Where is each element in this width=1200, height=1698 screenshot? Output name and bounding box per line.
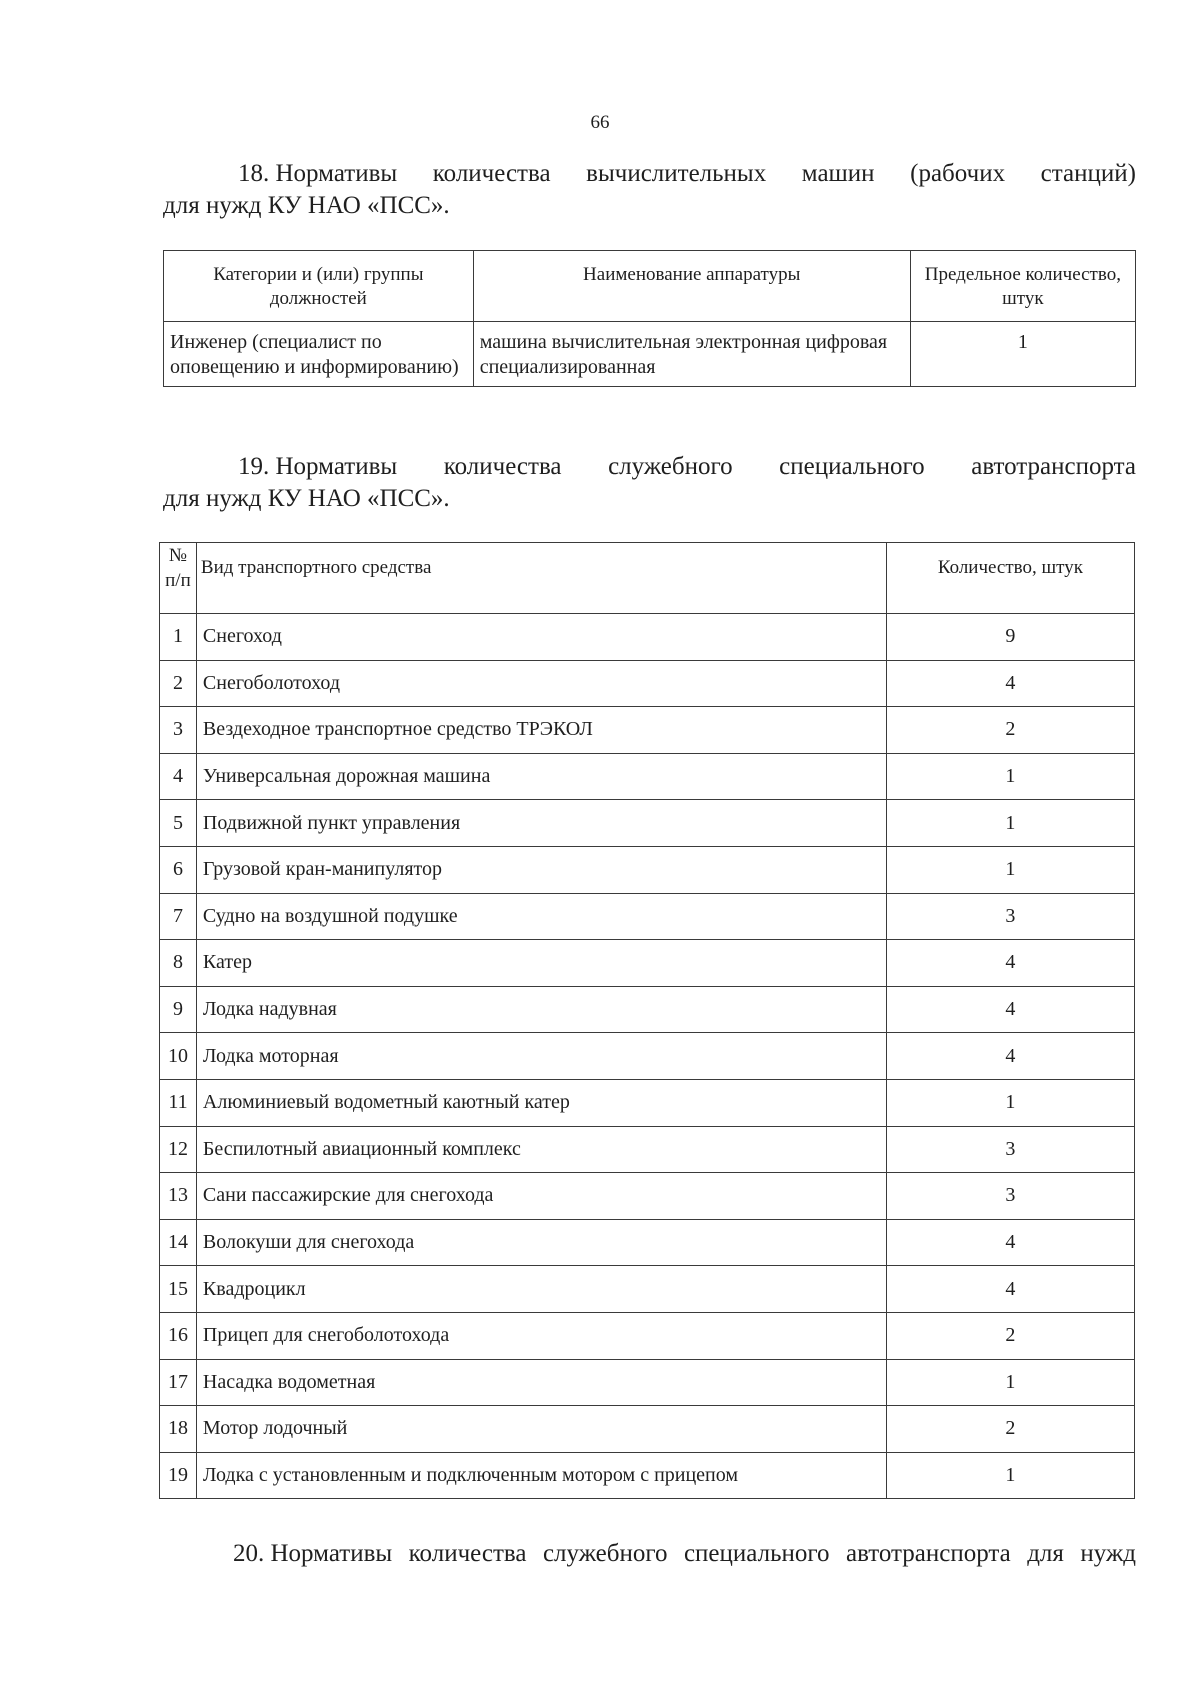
table-row	[160, 707, 1135, 754]
heading-word: количества	[432, 160, 551, 187]
page-number: 66	[590, 112, 610, 133]
heading-word: 20. Нормативы	[233, 1540, 393, 1567]
cell-quantity: 9	[886, 614, 1134, 661]
vehicles-table-body	[160, 614, 1135, 1499]
heading-word: специального	[779, 453, 925, 480]
cell-number: 1	[160, 614, 197, 661]
cell-vehicle-type: Грузовой кран-манипулятор	[196, 846, 886, 893]
heading-word: служебного	[542, 1540, 668, 1567]
cell-quantity: 3	[886, 1126, 1134, 1173]
heading-word: количества	[443, 453, 562, 480]
cell-quantity: 4	[886, 1219, 1134, 1266]
cell-number: 19	[160, 1452, 197, 1499]
cell-category: Инженер (специалист по оповещению и информированию)	[164, 322, 474, 387]
table-header-row	[160, 543, 1135, 614]
cell-number: 6	[160, 846, 197, 893]
section-19-heading-line2: для нужд КУ НАО «ПСС».	[163, 485, 450, 512]
cell-number: 12	[160, 1126, 197, 1173]
table-row	[160, 800, 1135, 847]
cell-vehicle-type: Универсальная дорожная машина	[196, 753, 886, 800]
cell-quantity: 1	[886, 1452, 1134, 1499]
cell-vehicle-type: Судно на воздушной подушке	[196, 893, 886, 940]
heading-word: станций)	[1040, 160, 1136, 187]
table-row	[160, 893, 1135, 940]
cell-number: 18	[160, 1406, 197, 1453]
heading-word: машин	[801, 160, 875, 187]
cell-vehicle-type: Прицеп для снегоболотохода	[196, 1312, 886, 1359]
computers-table	[163, 250, 1136, 387]
table-row	[160, 846, 1135, 893]
table-row	[160, 1219, 1135, 1266]
cell-number: 4	[160, 753, 197, 800]
table-row	[160, 1126, 1135, 1173]
table-row	[164, 322, 1136, 387]
table-row	[160, 614, 1135, 661]
section-18-heading-line1	[163, 158, 1136, 190]
section-18-heading-line2: для нужд КУ НАО «ПСС».	[163, 192, 450, 219]
table-row	[160, 660, 1135, 707]
section-19-heading-line1	[163, 451, 1136, 483]
heading-word: (рабочих	[910, 160, 1006, 187]
table-row	[160, 1033, 1135, 1080]
cell-number: 7	[160, 893, 197, 940]
cell-quantity: 2	[886, 1312, 1134, 1359]
cell-vehicle-type: Беспилотный авиационный комплекс	[196, 1126, 886, 1173]
cell-quantity: 4	[886, 660, 1134, 707]
cell-quantity: 4	[886, 1266, 1134, 1313]
cell-quantity: 4	[886, 986, 1134, 1033]
cell-vehicle-type: Сани пассажирские для снегохода	[196, 1173, 886, 1220]
heading-word: автотранспорта	[971, 453, 1136, 480]
column-header-vehicle-type: Вид транспортного средства	[196, 543, 886, 614]
heading-word: 19. Нормативы	[238, 453, 398, 480]
cell-number: 2	[160, 660, 197, 707]
heading-word: специального	[683, 1540, 830, 1567]
heading-word: служебного	[608, 453, 733, 480]
heading-word: вычислительных	[586, 160, 767, 187]
cell-vehicle-type: Подвижной пункт управления	[196, 800, 886, 847]
cell-number: 13	[160, 1173, 197, 1220]
cell-quantity: 2	[886, 707, 1134, 754]
section-19-heading	[163, 451, 1136, 515]
table-row	[160, 1079, 1135, 1126]
column-header-category: Категории и (или) группы должностей	[164, 251, 474, 322]
cell-quantity: 1	[886, 846, 1134, 893]
cell-equipment: машина вычислительная электронная цифровая специализированная	[473, 322, 910, 387]
cell-vehicle-type: Вездеходное транспортное средство ТРЭКОЛ	[196, 707, 886, 754]
cell-vehicle-type: Катер	[196, 940, 886, 987]
cell-quantity: 1	[886, 1079, 1134, 1126]
cell-quantity: 3	[886, 893, 1134, 940]
cell-number: 9	[160, 986, 197, 1033]
table-row	[160, 753, 1135, 800]
cell-vehicle-type: Квадроцикл	[196, 1266, 886, 1313]
heading-word: автотранспорта	[845, 1540, 1011, 1567]
table-row	[160, 1359, 1135, 1406]
cell-vehicle-type: Алюминиевый водометный каютный катер	[196, 1079, 886, 1126]
column-header-equipment: Наименование аппаратуры	[473, 251, 910, 322]
column-header-quantity: Количество, штук	[886, 543, 1134, 614]
table-row	[160, 986, 1135, 1033]
cell-vehicle-type: Снегоболотоход	[196, 660, 886, 707]
cell-quantity: 3	[886, 1173, 1134, 1220]
heading-word: количества	[408, 1540, 527, 1567]
cell-number: 10	[160, 1033, 197, 1080]
cell-quantity: 1	[886, 800, 1134, 847]
cell-number: 5	[160, 800, 197, 847]
cell-vehicle-type: Снегоход	[196, 614, 886, 661]
table-row	[160, 940, 1135, 987]
table-row	[160, 1312, 1135, 1359]
cell-vehicle-type: Волокуши для снегохода	[196, 1219, 886, 1266]
section-18-heading	[163, 158, 1136, 222]
column-header-limit: Предельное количество, штук	[910, 251, 1135, 322]
heading-word: нужд	[1080, 1540, 1136, 1567]
cell-number: 16	[160, 1312, 197, 1359]
cell-number: 17	[160, 1359, 197, 1406]
cell-vehicle-type: Насадка водометная	[196, 1359, 886, 1406]
table-row	[160, 1406, 1135, 1453]
cell-vehicle-type: Лодка с установленным и подключенным мотором с прицепом	[196, 1452, 886, 1499]
table-row	[160, 1266, 1135, 1313]
vehicles-table	[159, 542, 1135, 1499]
cell-quantity: 4	[886, 1033, 1134, 1080]
section-20-heading-line1	[163, 1538, 1136, 1570]
cell-number: 14	[160, 1219, 197, 1266]
heading-word: 18. Нормативы	[238, 160, 398, 187]
cell-quantity: 2	[886, 1406, 1134, 1453]
cell-number: 3	[160, 707, 197, 754]
cell-number: 11	[160, 1079, 197, 1126]
cell-quantity: 1	[886, 1359, 1134, 1406]
cell-number: 15	[160, 1266, 197, 1313]
heading-word: для	[1027, 1540, 1064, 1567]
cell-quantity: 1	[886, 753, 1134, 800]
table-row	[160, 1452, 1135, 1499]
cell-number: 8	[160, 940, 197, 987]
cell-vehicle-type: Лодка надувная	[196, 986, 886, 1033]
table-header-row	[164, 251, 1136, 322]
cell-quantity: 4	[886, 940, 1134, 987]
cell-vehicle-type: Лодка моторная	[196, 1033, 886, 1080]
column-header-number: № п/п	[160, 543, 197, 614]
section-20-heading	[163, 1538, 1136, 1570]
cell-limit: 1	[910, 322, 1135, 387]
table-row	[160, 1173, 1135, 1220]
cell-vehicle-type: Мотор лодочный	[196, 1406, 886, 1453]
